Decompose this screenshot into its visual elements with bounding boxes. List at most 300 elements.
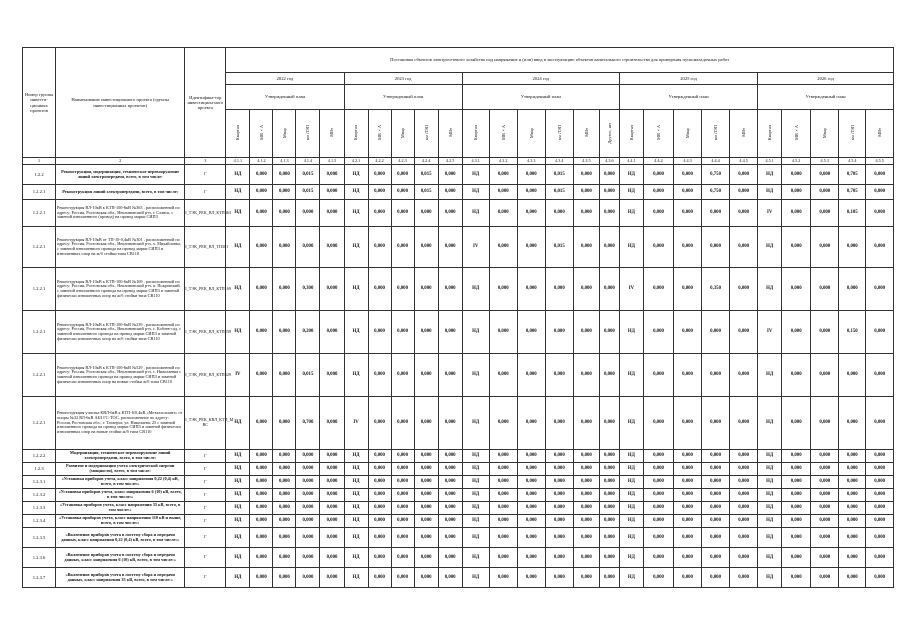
column-number: 4.3.5 [573,158,599,165]
row-value-cell: 0,000 [368,354,391,397]
header-unit-label: км ЛЭП [849,125,855,141]
row-value-cell: 0,000 [573,165,599,185]
row-value-cell: 0,000 [414,502,438,515]
row-value-cell: 0,000 [414,311,438,354]
row-value-cell: 0,000 [866,227,894,268]
row-value-cell: НД [226,548,250,568]
row-value-cell: 0,000 [517,165,545,185]
row-value-cell: 0,000 [250,548,273,568]
row-project-name: «Установка приборов учета, класс напряжения 110 кВ и выше, всего, в том числе:» [56,515,185,528]
header-plan-status: Утвержденный план [758,85,894,110]
column-number: 4.3.4 [545,158,573,165]
header-plan-status: Утвержденный план [344,85,462,110]
row-project-name: Реконструкция ВЛ-10кВ к КТП-100-6кВ №363 , расположенной по адресу: Россия, Ростовская обл., Неклиновский р-н, г. Славск, с заменой изношенного (провод) на провод марки СИП3 [56,200,185,227]
header-unit [730,110,758,158]
row-value-cell: 0,000 [489,548,517,568]
row-value-cell: 0,000 [250,354,273,397]
row-value-cell: 0,000 [782,502,811,515]
row-value-cell: 0,000 [250,397,273,450]
row-value-cell: 0,000 [573,476,599,489]
row-value-cell: 0,000 [730,528,758,548]
row-value-cell: 0,000 [438,528,462,548]
row-value-cell: 0,750 [702,185,730,200]
header-unit [320,110,344,158]
row-value-cell: 0,000 [391,548,414,568]
row-value-cell: 0,000 [839,502,866,515]
row-value-cell: 0,000 [730,227,758,268]
table-row [23,463,894,476]
row-value-cell: 0,000 [866,568,894,588]
row-value-cell: 0,000 [368,515,391,528]
row-value-cell: IV [462,227,489,268]
row-value-cell: 0,000 [702,200,730,227]
row-value-cell: 0,000 [368,200,391,227]
row-value-cell: НД [758,268,782,311]
row-value-cell: 0,000 [391,354,414,397]
row-value-cell: НД [462,489,489,502]
row-value-cell: НД [758,165,782,185]
row-value-cell: 0,000 [296,548,320,568]
row-value-cell: 0,000 [599,450,619,463]
row-value-cell: 0,000 [702,227,730,268]
row-value-cell: НД [462,165,489,185]
row-value-cell: 0,000 [438,489,462,502]
row-project-id: I_ТЭК_РЕК_КВЛ_КТП_М ВС [185,397,226,450]
row-value-cell: 0,000 [545,463,573,476]
row-value-cell: 0,000 [573,185,599,200]
row-value-cell: 0,000 [643,476,673,489]
header-unit-label: МВ×А [655,125,661,141]
header-unit-label: МВт [583,128,589,138]
row-value-cell: НД [619,528,643,548]
row-value-cell: 0,000 [368,165,391,185]
row-value-cell: 0,000 [730,463,758,476]
row-value-cell: 0,000 [391,568,414,588]
row-value-cell: 0,000 [545,568,573,588]
row-value-cell: 0,000 [674,450,702,463]
row-value-cell: 0,000 [573,268,599,311]
row-value-cell: 0,000 [839,476,866,489]
header-unit [438,110,462,158]
header-unit-label: МВ×А [258,125,264,141]
row-value-cell: 0,000 [643,165,673,185]
row-value-cell: НД [344,354,368,397]
row-value-cell: НД [462,502,489,515]
header-unit [643,110,673,158]
header-unit [573,110,599,158]
row-value-cell: НД [619,200,643,227]
column-number: 4.2.5 [438,158,462,165]
row-value-cell: 0,000 [674,397,702,450]
row-value-cell: 0,000 [866,397,894,450]
row-value-cell: 0,000 [250,515,273,528]
row-value-cell: 0,000 [702,354,730,397]
column-number: 4.5.2 [782,158,811,165]
row-value-cell: 0,000 [573,354,599,397]
row-value-cell: 0,000 [517,489,545,502]
table-row [23,200,894,227]
row-value-cell: 0,000 [273,528,296,548]
row-value-cell: 0,000 [489,354,517,397]
row-value-cell: 0,000 [517,568,545,588]
row-group-number: 1.2.2.1 [23,268,56,311]
row-value-cell: 0,000 [489,227,517,268]
row-value-cell: 0,000 [414,354,438,397]
row-value-cell: НД [226,463,250,476]
row-value-cell: 0,000 [250,165,273,185]
row-value-cell: 0,000 [599,515,619,528]
row-value-cell: 0,000 [273,185,296,200]
row-value-cell: НД [344,268,368,311]
row-value-cell: 0,000 [599,185,619,200]
row-value-cell: 0,000 [782,476,811,489]
row-value-cell: 0,015 [414,165,438,185]
row-value-cell: НД [344,185,368,200]
row-value-cell: 0,000 [438,311,462,354]
header-year: 2024 год [462,73,619,85]
row-value-cell: НД [344,200,368,227]
row-value-cell: 0,000 [643,502,673,515]
row-value-cell: 0,000 [573,568,599,588]
column-number: 3 [185,158,226,165]
row-value-cell: 0,000 [643,200,673,227]
row-value-cell: НД [462,463,489,476]
header-unit-label: Квартал [767,125,773,141]
column-number: 4.3.3 [517,158,545,165]
table-row [23,489,894,502]
column-number: 4.5.1 [758,158,782,165]
row-value-cell: 0,000 [782,450,811,463]
row-value-cell: 0,000 [320,311,344,354]
row-value-cell: НД [462,311,489,354]
row-value-cell: 0,000 [489,397,517,450]
row-value-cell: 0,000 [438,476,462,489]
header-plan-status: Утвержденный план [619,85,757,110]
row-value-cell: 0,000 [320,528,344,548]
row-value-cell: 0,000 [811,165,839,185]
row-value-cell: 0,000 [643,450,673,463]
header-unit [839,110,866,158]
row-value-cell: 0,000 [250,568,273,588]
row-value-cell: НД [462,200,489,227]
row-value-cell: 0,000 [368,502,391,515]
column-number: 4.4.4 [702,158,730,165]
row-value-cell: 0,000 [250,227,273,268]
row-value-cell: 0,000 [782,185,811,200]
column-number: 4.1.4 [296,158,320,165]
row-value-cell: 0,000 [273,463,296,476]
header-unit [866,110,894,158]
row-value-cell: 0,000 [782,165,811,185]
row-value-cell: 0,000 [368,476,391,489]
row-value-cell: 0,000 [368,268,391,311]
row-value-cell: 0,000 [599,489,619,502]
header-unit [273,110,296,158]
row-value-cell: НД [758,463,782,476]
row-value-cell: 0,705 [839,185,866,200]
row-group-number: 1.2.2.1 [23,185,56,200]
row-value-cell: 0,000 [296,489,320,502]
row-value-cell: 0,000 [702,568,730,588]
row-value-cell: 0,000 [730,200,758,227]
row-value-cell: 0,000 [489,185,517,200]
row-value-cell: 0,000 [811,311,839,354]
column-number: 4.1.1 [226,158,250,165]
row-value-cell: 0,000 [811,397,839,450]
header-unit-label: МВт [741,128,747,138]
row-value-cell: 0,000 [811,185,839,200]
row-value-cell: 0,000 [730,397,758,450]
row-project-name: «Установка приборов учета, класс напряжения 6 (10) кВ, всего, в том числе:» [56,489,185,502]
row-project-id: I_ТЭК_РЕК_ВЛ_КТП169 [185,268,226,311]
header-plan-status: Утвержденный план [462,85,619,110]
row-value-cell: 0,700 [296,397,320,450]
row-value-cell: 0,000 [643,311,673,354]
row-value-cell: 0,000 [599,354,619,397]
row-value-cell: 0,000 [839,397,866,450]
row-value-cell: НД [758,502,782,515]
row-value-cell: 0,000 [296,476,320,489]
row-value-cell: 0,000 [273,227,296,268]
row-group-number: 1.2.3.3 [23,502,56,515]
row-value-cell: 0,000 [391,450,414,463]
row-value-cell: 0,000 [674,515,702,528]
row-value-cell: 0,000 [438,568,462,588]
row-value-cell: 0,000 [391,311,414,354]
row-value-cell: 0,000 [702,476,730,489]
row-value-cell: 0,015 [545,185,573,200]
row-value-cell: 0,000 [250,463,273,476]
row-value-cell: 0,000 [489,311,517,354]
row-value-cell: 0,000 [489,502,517,515]
row-value-cell: 0,000 [391,165,414,185]
row-value-cell: 0,000 [489,450,517,463]
row-value-cell: 0,000 [545,397,573,450]
row-value-cell: 0,000 [573,200,599,227]
row-value-cell: 0,105 [839,200,866,227]
row-group-number: 1.2.3.6 [23,548,56,568]
row-value-cell: НД [344,227,368,268]
row-value-cell: 0,000 [517,397,545,450]
row-value-cell: НД [344,311,368,354]
row-value-cell: 0,000 [730,354,758,397]
row-value-cell: 0,000 [517,200,545,227]
column-number: 4.5.3 [811,158,839,165]
row-value-cell: 0,000 [782,515,811,528]
row-value-cell: 0,000 [811,200,839,227]
row-project-id: Г [185,476,226,489]
row-value-cell: 0,000 [702,548,730,568]
header-unit [296,110,320,158]
row-value-cell: IV [619,268,643,311]
row-value-cell: 0,000 [517,450,545,463]
row-value-cell: 0,000 [391,528,414,548]
row-value-cell: 0,000 [643,397,673,450]
header-unit-label: Мвар [400,127,406,138]
table-row [23,165,894,185]
row-value-cell: 0,000 [517,476,545,489]
row-value-cell: 0,000 [643,268,673,311]
row-value-cell: НД [226,268,250,311]
row-value-cell: 0,000 [599,311,619,354]
row-project-id: I_ТЭК_РЕК_ВЛ_КТП239 [185,311,226,354]
row-project-id: Г [185,450,226,463]
row-value-cell: НД [758,548,782,568]
row-value-cell: НД [619,502,643,515]
row-value-cell: 0,000 [643,463,673,476]
row-value-cell: 0,000 [599,476,619,489]
column-number: 4.2.3 [391,158,414,165]
row-value-cell: 0,000 [730,515,758,528]
row-value-cell: 0,000 [674,568,702,588]
row-project-id: Г [185,502,226,515]
row-value-cell: 0,000 [391,268,414,311]
row-value-cell: 0,000 [320,515,344,528]
row-value-cell: 0,000 [599,397,619,450]
row-value-cell: 0,000 [643,227,673,268]
row-value-cell: 0,000 [368,489,391,502]
row-value-cell: 0,000 [438,227,462,268]
row-value-cell: НД [344,165,368,185]
row-value-cell: 0,000 [839,548,866,568]
row-value-cell: 0,200 [296,311,320,354]
row-value-cell: 0,000 [320,165,344,185]
row-value-cell: НД [344,463,368,476]
row-value-cell: НД [619,489,643,502]
table-row [23,548,894,568]
row-value-cell: НД [619,311,643,354]
row-value-cell: НД [226,311,250,354]
row-value-cell: 0,000 [250,528,273,548]
row-value-cell: 0,000 [296,502,320,515]
row-value-cell: 0,000 [273,476,296,489]
row-value-cell: 0,000 [273,268,296,311]
header-unit [517,110,545,158]
row-project-name: Реконструкция ВЛ-10кВ от ТП-10-0,4кВ №301 , расположенной по адресу: Россия, Ростовская обл., Неклиновский р-н, х. Михайловка, с заменой изношенного провода на провод марки СИП3 и изношенных опор на ж/б стойки типа СВ110 [56,227,185,268]
table-row [23,502,894,515]
row-value-cell: 0,000 [391,397,414,450]
row-value-cell: 0,000 [811,268,839,311]
row-value-cell: 0,000 [545,515,573,528]
row-value-cell: 0,000 [674,311,702,354]
row-value-cell: 0,000 [866,200,894,227]
header-unit [599,110,619,158]
row-value-cell: 0,000 [438,200,462,227]
row-value-cell: НД [758,227,782,268]
row-value-cell: 0,000 [438,463,462,476]
table-row [23,268,894,311]
row-value-cell: НД [226,227,250,268]
table-row [23,397,894,450]
row-value-cell: 0,000 [866,268,894,311]
row-value-cell: 0,000 [414,489,438,502]
column-number: 4.4.3 [674,158,702,165]
row-value-cell: 0,000 [811,450,839,463]
row-value-cell: 0,000 [782,463,811,476]
row-value-cell: НД [619,450,643,463]
header-unit [811,110,839,158]
row-value-cell: 0,000 [599,548,619,568]
row-group-number: 1.2.2.1 [23,354,56,397]
row-value-cell: 0,000 [320,450,344,463]
row-project-id: Г [185,463,226,476]
row-value-cell: 0,015 [296,354,320,397]
row-project-name: Реконструкция, модернизация, техническое перевооружение линий электропередачи, всего, в том числе: [56,165,185,185]
row-project-id: I_ТЭК_РЕК_ВЛ_ТП301 [185,227,226,268]
row-value-cell: 0,000 [368,227,391,268]
column-number: 2 [56,158,185,165]
row-value-cell: НД [462,548,489,568]
row-value-cell: 0,000 [643,185,673,200]
row-value-cell: 0,000 [702,311,730,354]
row-value-cell: 0,000 [702,528,730,548]
column-number: 4.4.5 [730,158,758,165]
row-value-cell: 0,000 [414,515,438,528]
row-value-cell: НД [619,568,643,588]
row-group-number: 1.2.3.2 [23,489,56,502]
row-value-cell: 0,000 [573,515,599,528]
row-project-id: Г [185,185,226,200]
row-value-cell: 0,000 [320,227,344,268]
row-value-cell: 0,000 [438,450,462,463]
header-unit [391,110,414,158]
column-number: 4.2.4 [414,158,438,165]
row-value-cell: 0,000 [866,463,894,476]
row-value-cell: 0,000 [320,397,344,450]
header-year: 2023 год [344,73,462,85]
row-value-cell: 0,000 [391,227,414,268]
table-row [23,450,894,463]
row-value-cell: 0,000 [730,476,758,489]
row-value-cell: НД [344,476,368,489]
row-value-cell: 0,000 [674,354,702,397]
row-value-cell: 0,000 [368,463,391,476]
row-value-cell: НД [344,548,368,568]
column-number: 4.4.2 [643,158,673,165]
row-value-cell: 0,000 [730,185,758,200]
row-value-cell: НД [462,268,489,311]
investment-table [22,47,894,588]
row-value-cell: 0,000 [250,268,273,311]
row-project-name: «Включение приборов учета в систему сбора и передачи данных, класс напряжения 35 кВ, всего, в том числе:» [56,568,185,588]
row-value-cell: 0,000 [414,476,438,489]
column-number: 4.1.5 [320,158,344,165]
row-value-cell: 0,000 [489,165,517,185]
row-group-number: 1.2.2.1 [23,227,56,268]
row-value-cell: 0,000 [866,165,894,185]
row-value-cell: 0,750 [702,165,730,185]
row-value-cell: 0,000 [273,502,296,515]
row-value-cell: 0,000 [730,450,758,463]
row-value-cell: 0,000 [866,502,894,515]
row-value-cell: 0,000 [702,397,730,450]
row-value-cell: 0,000 [811,548,839,568]
row-value-cell: 0,015 [545,165,573,185]
row-value-cell: 0,000 [782,200,811,227]
header-unit-label: МВт [447,128,453,138]
row-value-cell: НД [226,450,250,463]
row-value-cell: НД [226,568,250,588]
row-value-cell: 0,000 [320,476,344,489]
row-value-cell: 0,000 [674,528,702,548]
row-value-cell: 0,000 [320,185,344,200]
row-value-cell: 0,000 [573,450,599,463]
row-value-cell: 0,000 [517,548,545,568]
row-group-number: 1.2.3.7 [23,568,56,588]
row-value-cell: 0,000 [866,489,894,502]
row-value-cell: 0,000 [730,489,758,502]
row-value-cell: 0,000 [866,185,894,200]
